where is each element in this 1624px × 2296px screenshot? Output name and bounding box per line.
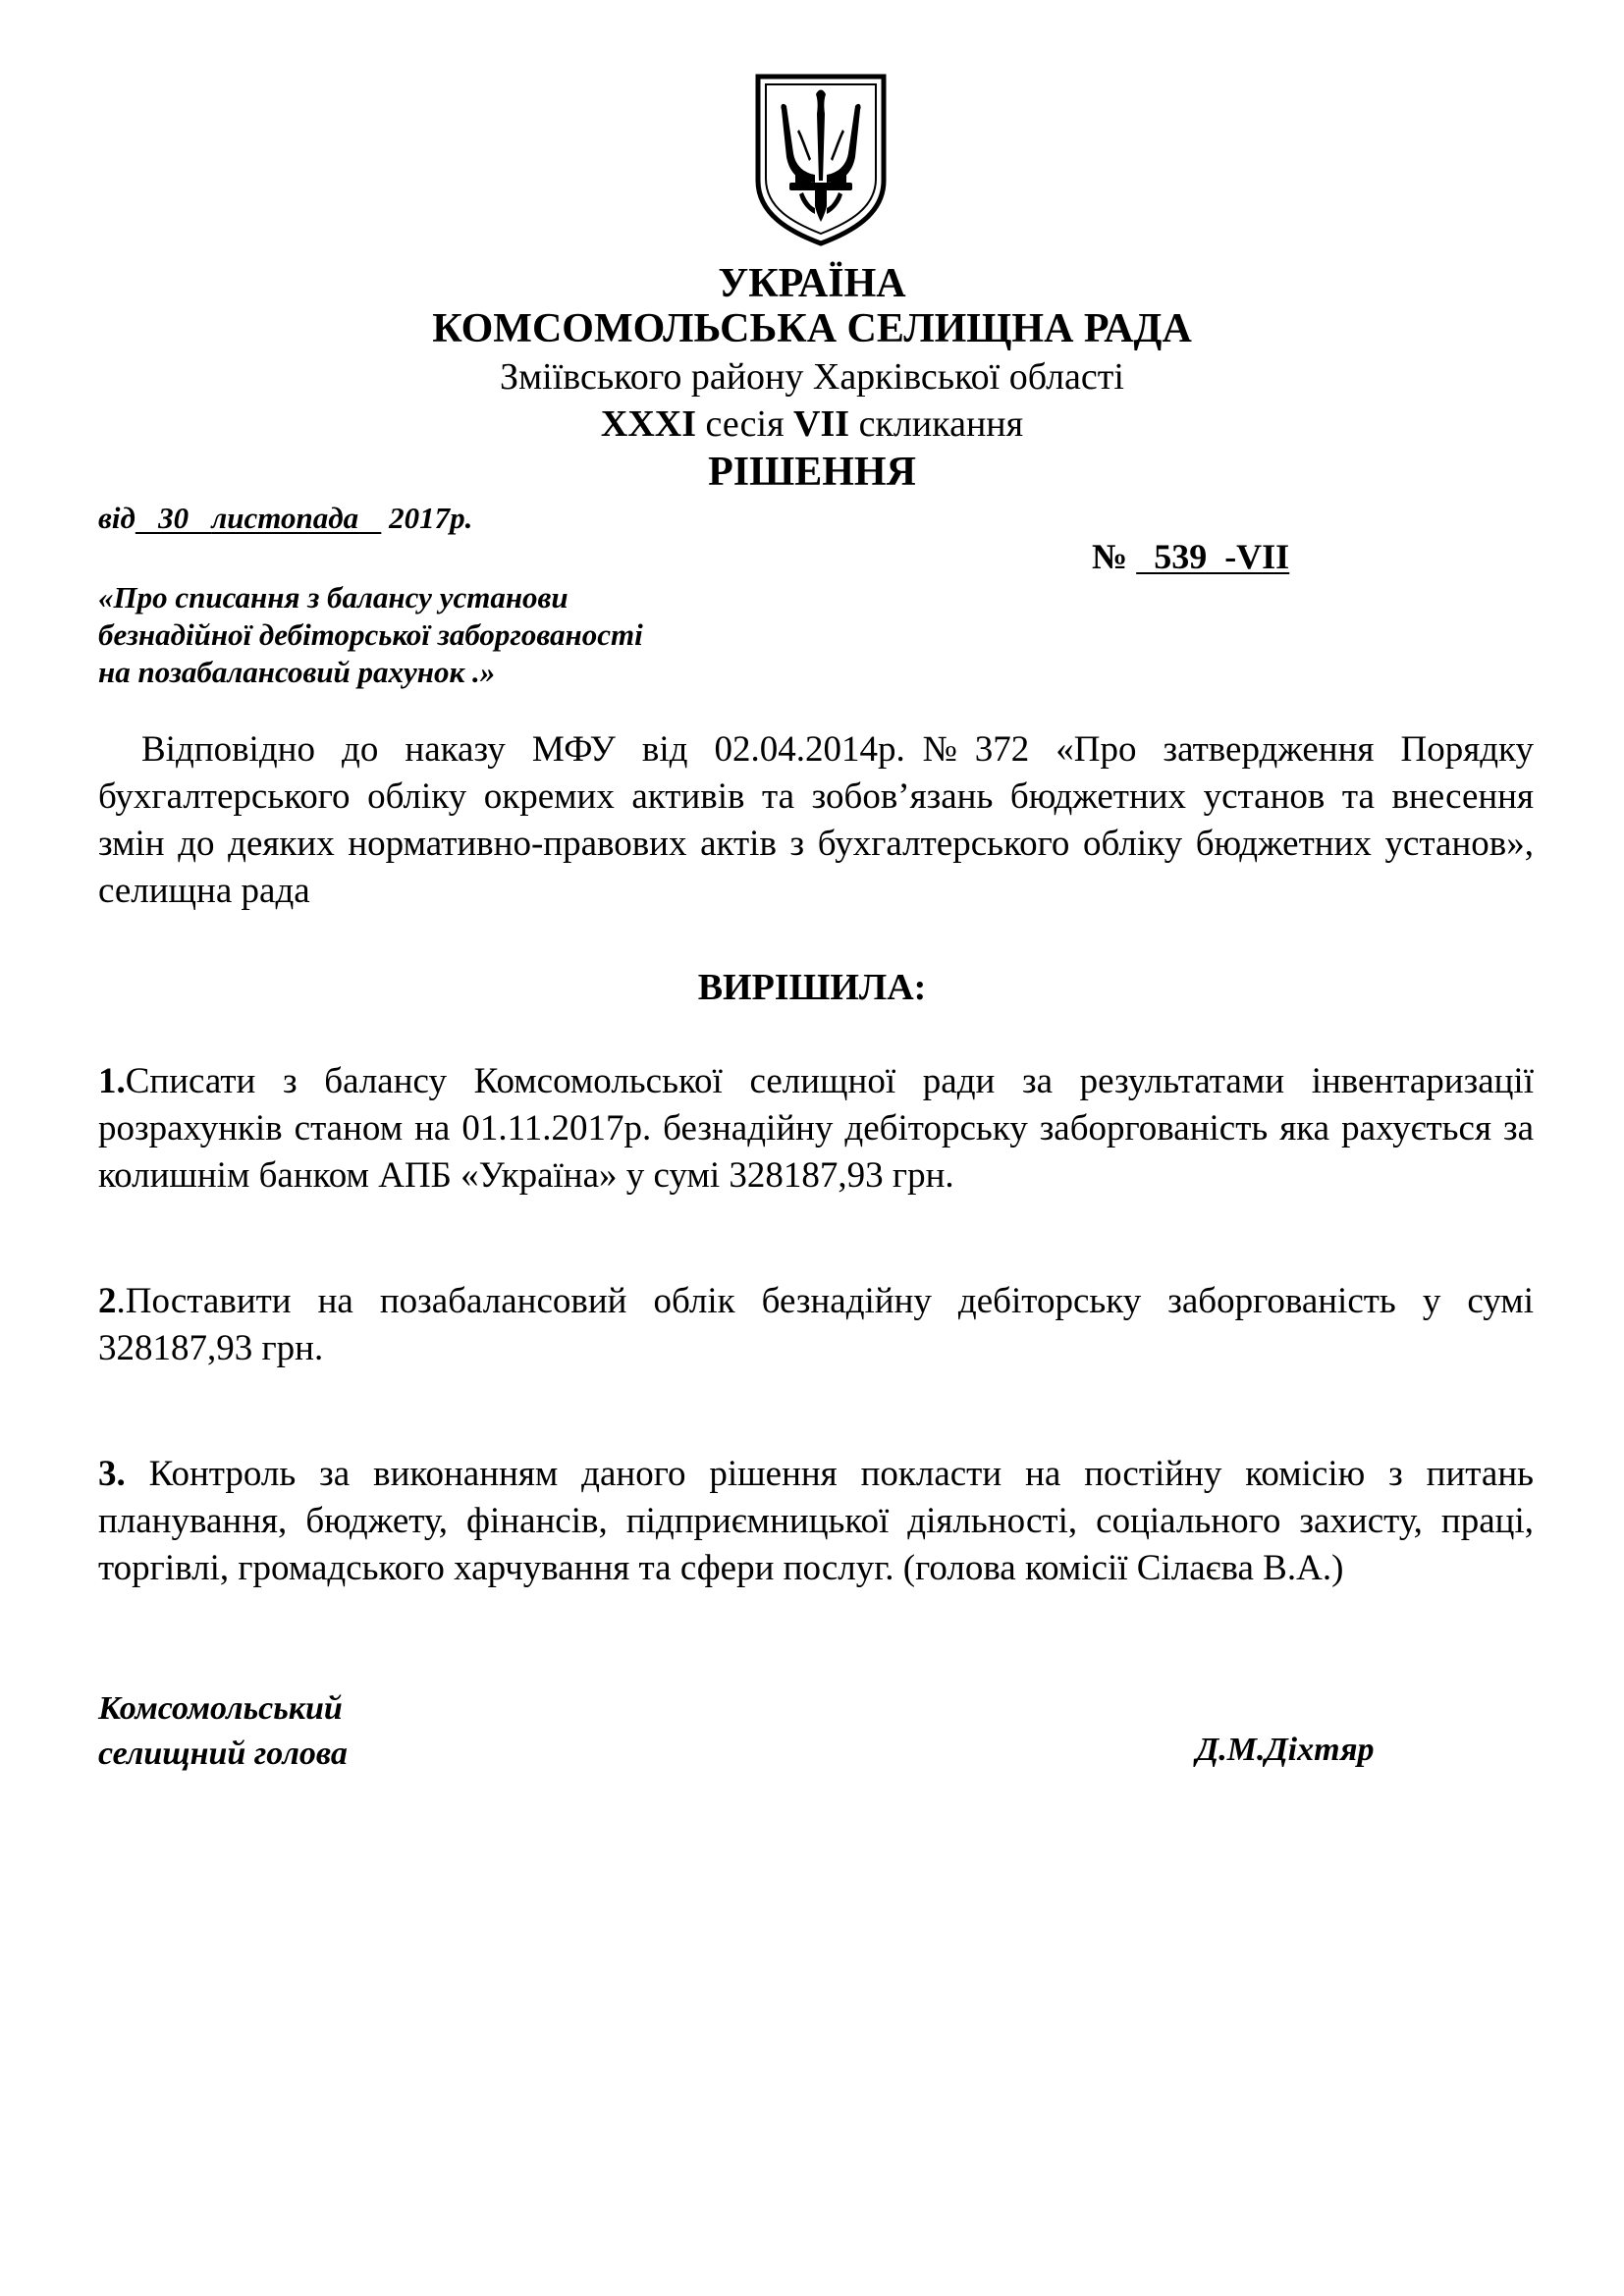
decision-date (98, 501, 472, 536)
intro-paragraph: Відповідно до наказу МФУ від 02.04.2014р.№372 «Про затвердження Порядку бухгалтерського обліку окремих активів та зобов’язань бюджетних установ та внесення змін до деяких нормативно-правових актів з бухгалтерського обліку бюджетних установ», селищна рада (98, 729, 1534, 911)
item-text: Контроль за виконанням даного рішення покласти на постійну комісію з питань планування, бюджету, фінансів, підприємницької діяльності, соціального захисту, праці, торгівлі, громадського харчування та сфери послуг. (голова комісії Сілаєва В.А.) (98, 1454, 1534, 1588)
number-value: 539 -VII (1136, 537, 1290, 576)
session-line (0, 405, 1624, 443)
date-month: листопада (211, 501, 382, 535)
council-name: КОМСОМОЛЬСЬКА СЕЛИЩНА РАДА (432, 306, 1192, 351)
date-day: 30 (135, 501, 212, 535)
document-type-title: РІШЕННЯ (708, 450, 916, 495)
decision-subject (98, 579, 643, 691)
session-word: сесія (696, 403, 794, 445)
session-ordinal: XXXI (600, 403, 696, 445)
decision-item-3 (98, 1451, 1534, 1592)
subject-line: на позабалансовий рахунок .» (98, 655, 496, 689)
resolved-heading: ВИРІШИЛА: (697, 967, 927, 1008)
signatory-title-line: селищний голова (98, 1735, 348, 1772)
item-number: 3. (98, 1454, 126, 1494)
item-number: 1. (98, 1061, 126, 1101)
trident-icon (750, 71, 892, 247)
date-year: 2017р. (381, 501, 473, 535)
decision-item-2 (98, 1278, 1534, 1372)
signatory-name: Д.М.Діхтяр (1196, 1732, 1375, 1768)
decision-item-1 (98, 1058, 1534, 1200)
subject-line: «Про списання з балансу установи (98, 580, 568, 614)
number-sign: № (1092, 537, 1128, 576)
signatory-title (98, 1686, 348, 1777)
signatory-title-line: Комсомольський (98, 1690, 343, 1727)
item-text: Списати з балансу Комсомольської селищної ради за результатами інвентаризації розрахунків станом на 01.11.2017р. безнадійну дебіторську заборгованість яка рахується за колишнім банком АПБ «Україна» у сумі 328187,93 грн. (98, 1061, 1534, 1196)
date-prefix: від (98, 501, 135, 535)
convocation-number: VII (793, 403, 850, 445)
district-name: Зміївського району Харківської області (500, 356, 1124, 398)
item-text: .Поставити на позабалансовий облік безнадійну дебіторську заборгованість у сумі 328187,93 грн. (98, 1281, 1534, 1368)
convocation-word: скликання (849, 403, 1024, 445)
subject-line: безнадійної дебіторської заборгованості (98, 617, 643, 652)
decision-number (1092, 536, 1289, 577)
item-number: 2 (98, 1281, 117, 1321)
country-name: УКРАЇНА (718, 261, 906, 306)
